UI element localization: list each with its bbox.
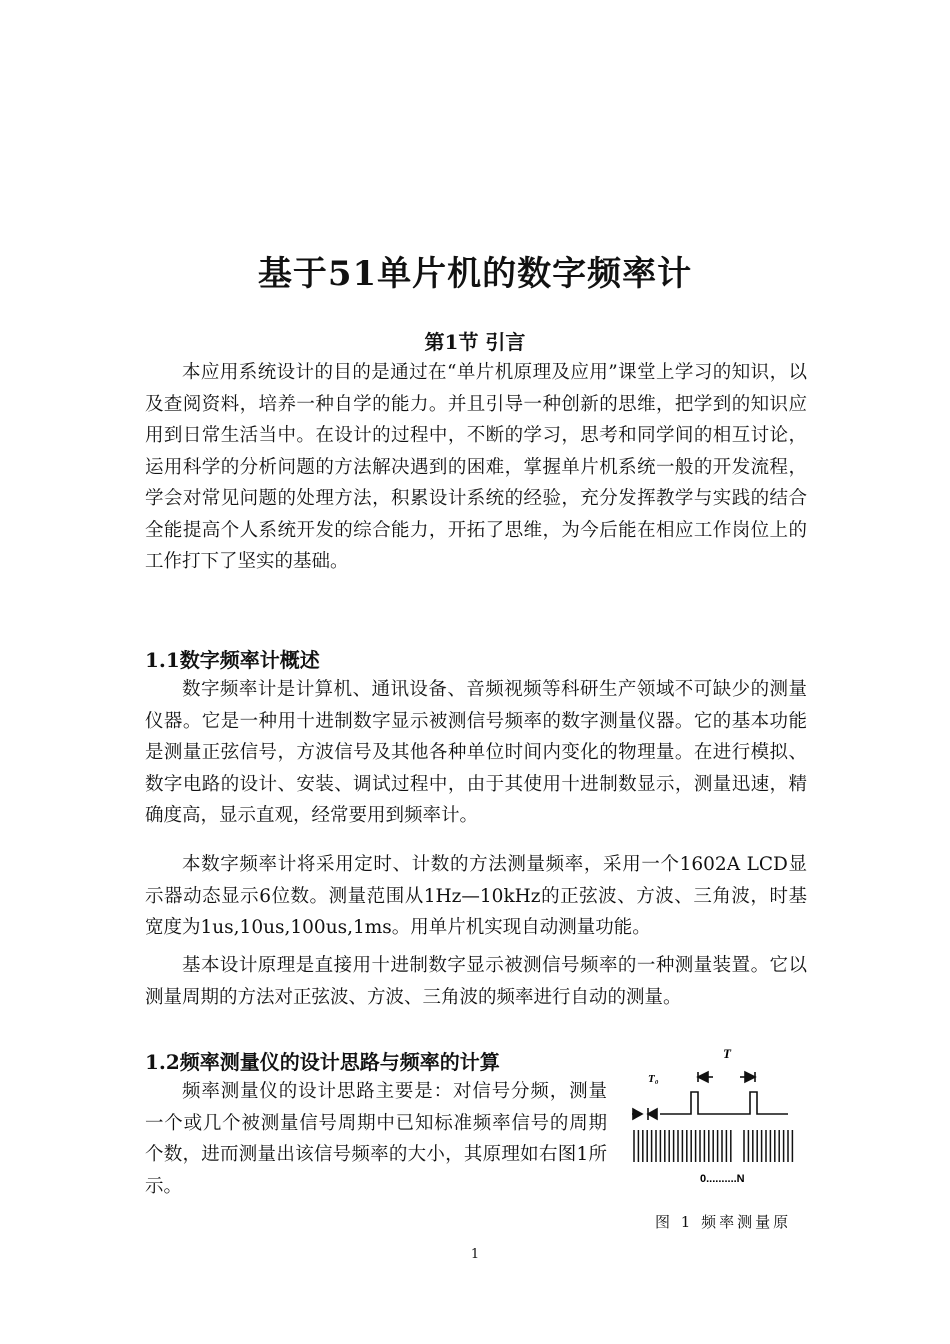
page-number: 1: [470, 1247, 480, 1262]
document-title: 基于51单片机的数字频率计: [257, 254, 693, 294]
frequency-measurement-figure: [628, 1042, 798, 1192]
subsection-heading-1-1: 1.1数字频率计概述: [145, 648, 320, 672]
signal-pulses: [660, 1092, 788, 1114]
overview-paragraph-3: 基本设计原理是直接用十进制数字显示被测信号频率的一种测量装置。它以测量周期的方法对正弦波、方波、三角波的频率进行自动的测量。: [145, 955, 807, 1008]
overview-paragraph-1: 数字频率计是计算机、通讯设备、音频视频等科研生产领域不可缺少的测量仪器。它是一种用十进制数字显示被测信号频率的数字测量仪器。它的基本功能是测量正弦信号，方波信号及其他各种单位时间内变化的物理量。在进行模拟、数字电路的设计、安装、调试过程中，由于其使用十进制数显示，测量迅速，精确度高，显示直观，经常要用到频率计。: [145, 679, 807, 826]
clock-pulse-train: [634, 1130, 792, 1162]
design-paragraph: 频率测量仪的设计思路主要是：对信号分频，测量一个或几个被测量信号周期中已知标准频率信号的周期个数，进而测量出该信号频率的大小，其原理如右图1所示。: [145, 1081, 607, 1197]
figure-label-T: T: [723, 1046, 731, 1061]
figure-caption: 图 1 频率测量原: [655, 1213, 792, 1231]
subsection-heading-1-2: 1.2频率测量仪的设计思路与频率的计算: [145, 1050, 500, 1074]
intro-paragraph: 本应用系统设计的目的是通过在“单片机原理及应用”课堂上学习的知识，以及查阅资料，培养一种自学的能力。并且引导一种创新的思维，把学到的知识应用到日常生活当中。在设计的过程中，不断的学习，思考和同学间的相互讨论，运用科学的分析问题的方法解决遇到的困难，掌握单片机系统一般的开发流程，学会对常见问题的处理方法，积累设计系统的经验，充分发挥教学与实践的结合全能提高个人系统开发的综合能力，开拓了思维，为今后能在相应工作岗位上的工作打下了坚实的基础。: [145, 362, 807, 572]
figure-label-T0: T₀: [648, 1073, 659, 1085]
figure-count-label: 0..........N: [700, 1173, 745, 1185]
overview-paragraph-2: 本数字频率计将采用定时、计数的方法测量频率，采用一个1602A LCD显示器动态显示6位数。测量范围从1Hz—10kHz的正弦波、方波、三角波，时基宽度为1us,10us,100us,1ms。用单片机实现自动测量功能。: [145, 854, 807, 938]
section-heading: 第1节 引言: [424, 330, 526, 354]
